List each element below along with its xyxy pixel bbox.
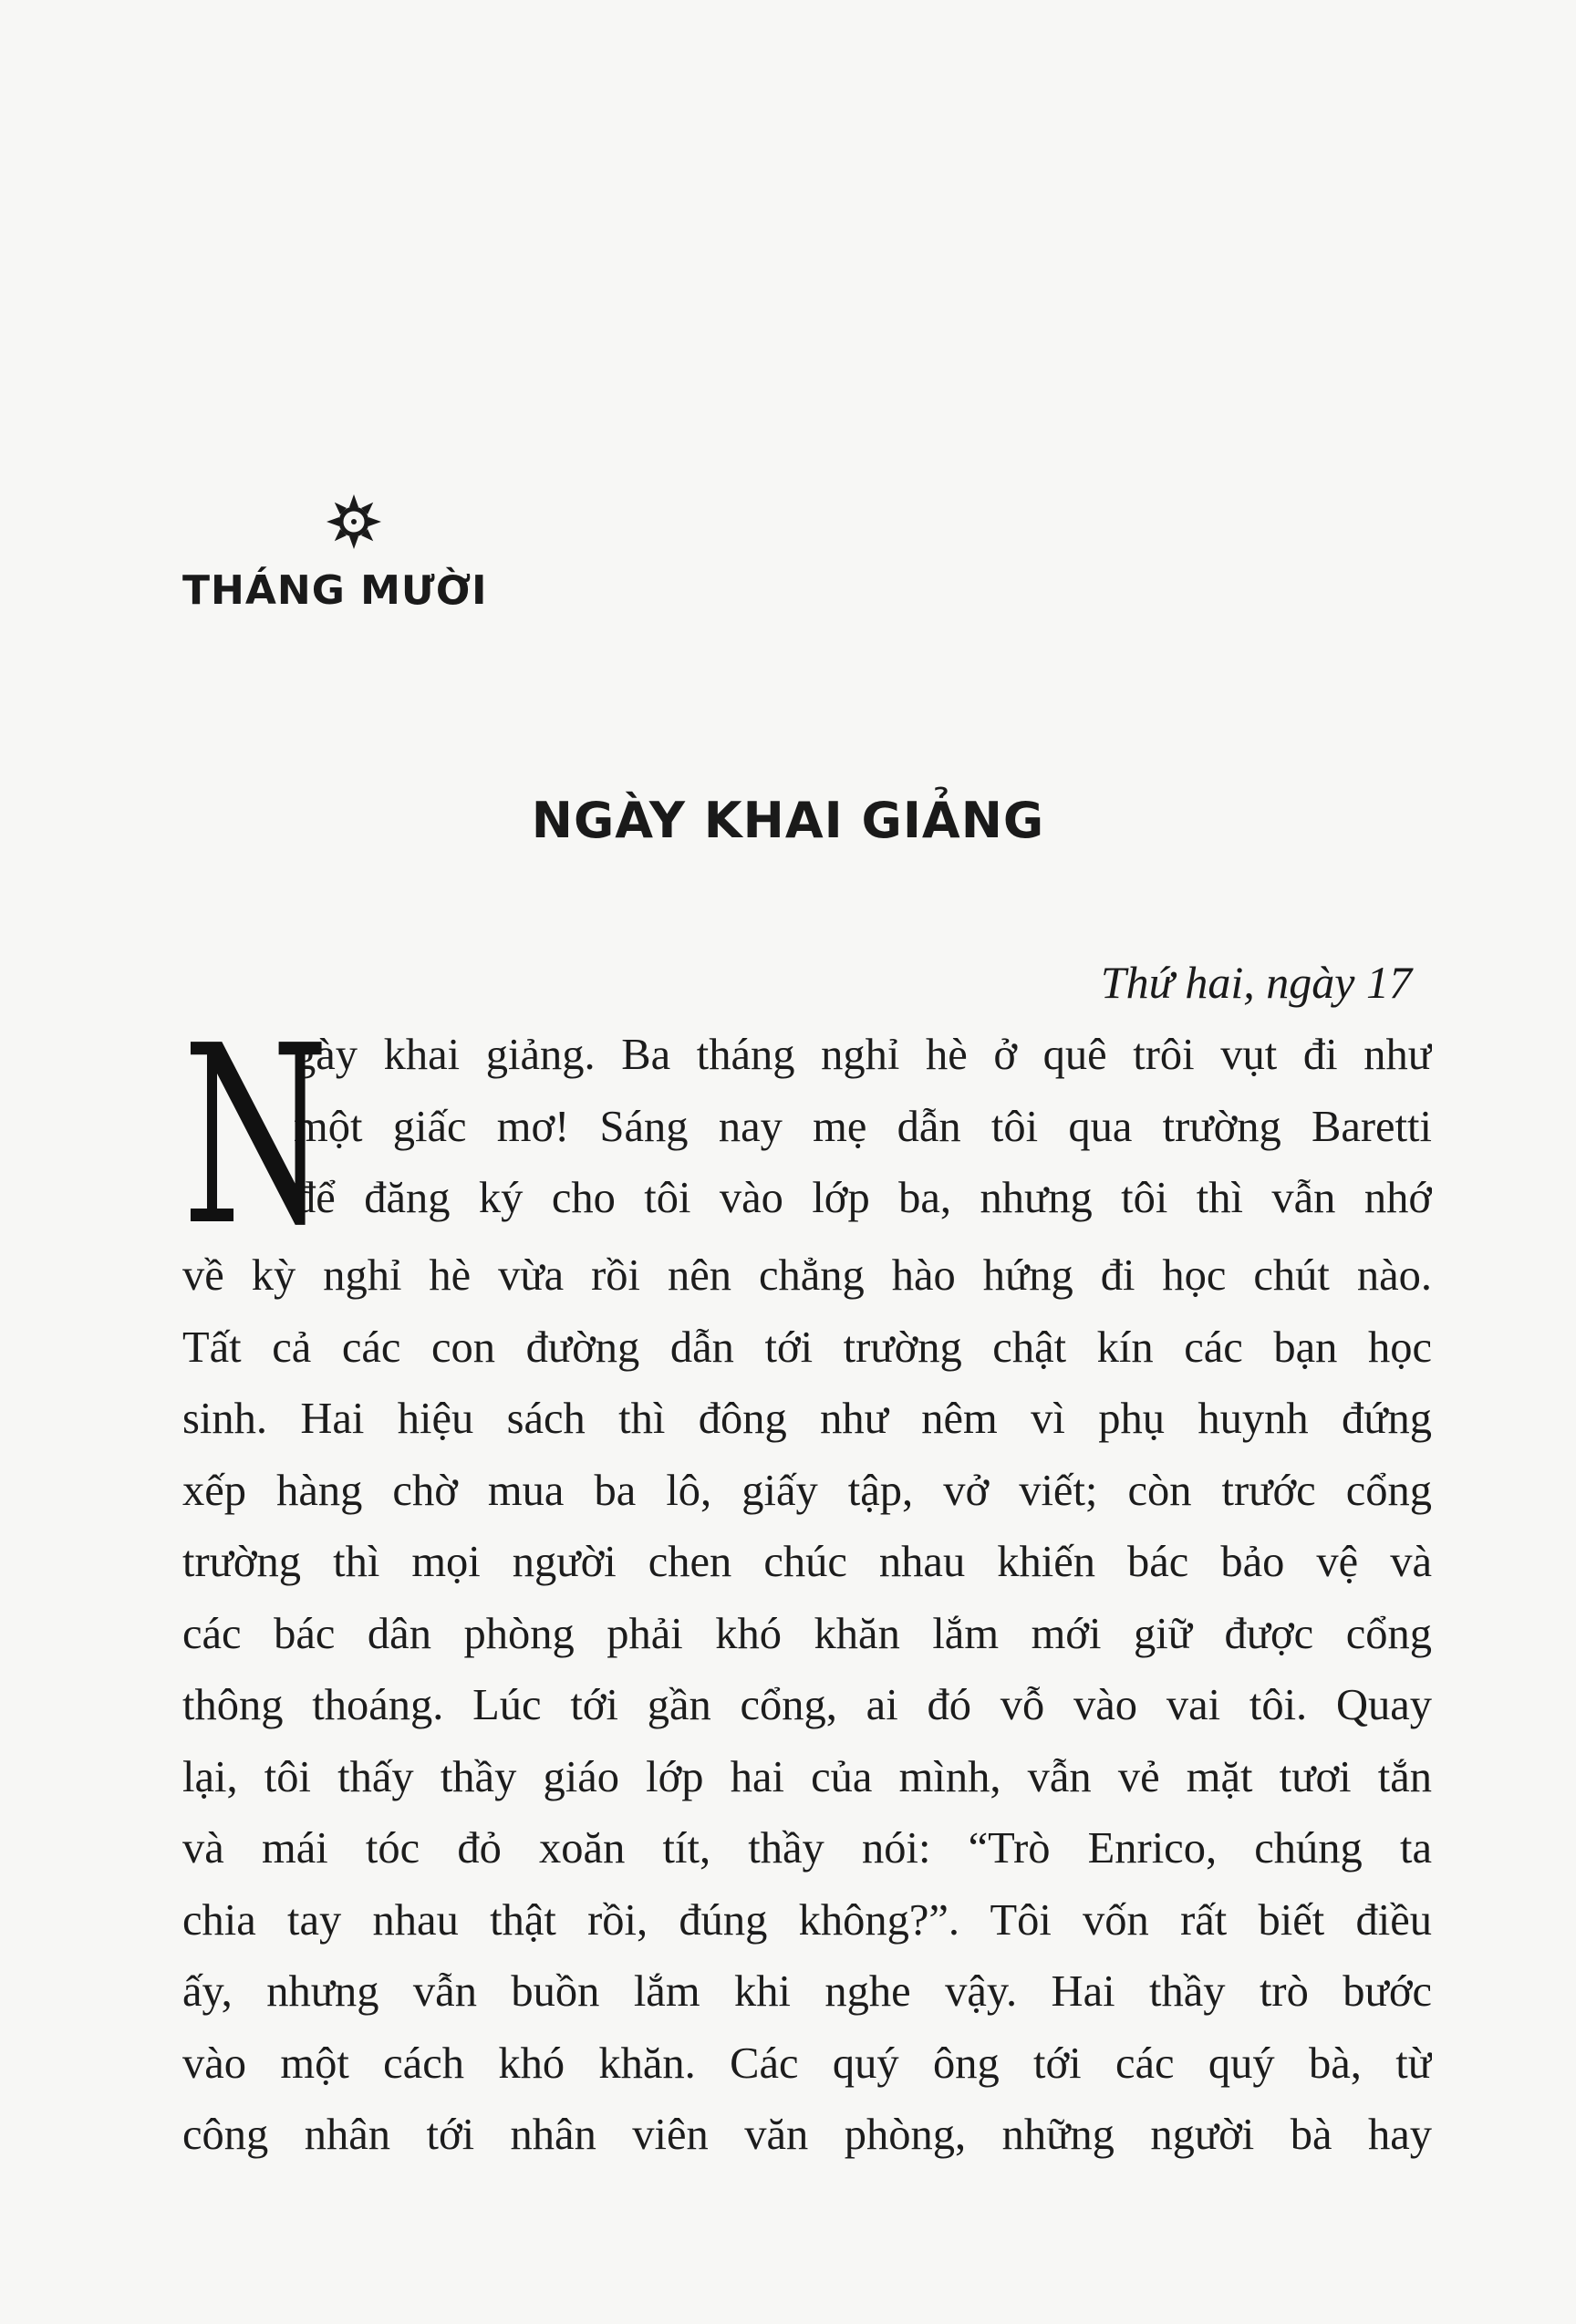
text-line: để đăng ký cho tôi vào lớp ba, nhưng tôi thì vẫn nhớ [294, 1174, 1432, 1222]
text-line: thông thoáng. Lúc tới gần cổng, ai đó vỗ vào vai tôi. Quay [182, 1681, 1432, 1729]
text-line: ấy, nhưng vẫn buồn lắm khi nghe vậy. Hai thầy trò bước [182, 1967, 1432, 2016]
drop-cap: N [182, 992, 329, 1280]
dateline: Thứ hai, ngày 17 [1100, 957, 1412, 1008]
section-title: THÁNG MƯỜI [182, 567, 488, 614]
text-line: chia tay nhau thật rồi, đúng không?”. Tôi vốn rất biết điều [182, 1895, 1432, 1945]
chapter-title: NGÀY KHAI GIẢNG [531, 792, 1045, 849]
sun-ornament-icon [325, 493, 383, 551]
text-line: và mái tóc đỏ xoăn tít, thầy nói: “Trò Enrico, chúng ta [182, 1824, 1432, 1873]
text-line: vào một cách khó khăn. Các quý ông tới các quý bà, từ [182, 2039, 1432, 2088]
text-line: lại, tôi thấy thầy giáo lớp hai của mình, vẫn vẻ mặt tươi tắn [182, 1752, 1432, 1801]
text-line: Tất cả các con đường dẫn tới trường chật kín các bạn học [182, 1323, 1432, 1372]
text-line: xếp hàng chờ mua ba lô, giấy tập, vở viết; còn trước cổng [182, 1466, 1432, 1515]
body-paragraph [182, 992, 1432, 2172]
text-line: sinh. Hai hiệu sách thì đông như nêm vì phụ huynh đứng [182, 1395, 1432, 1443]
text-line: gày khai giảng. Ba tháng nghỉ hè ở quê trôi vụt đi như [294, 1031, 1432, 1079]
text-line: trường thì mọi người chen chúc nhau khiến bác bảo vệ và [182, 1538, 1432, 1586]
text-line: về kỳ nghỉ hè vừa rồi nên chẳng hào hứng đi học chút nào. [182, 1251, 1432, 1300]
text-line: công nhân tới nhân viên văn phòng, những người bà hay [182, 2111, 1432, 2159]
text-line: các bác dân phòng phải khó khăn lắm mới giữ được cổng [182, 1609, 1432, 1658]
text-line: một giấc mơ! Sáng nay mẹ dẫn tôi qua trường Baretti [294, 1102, 1432, 1151]
